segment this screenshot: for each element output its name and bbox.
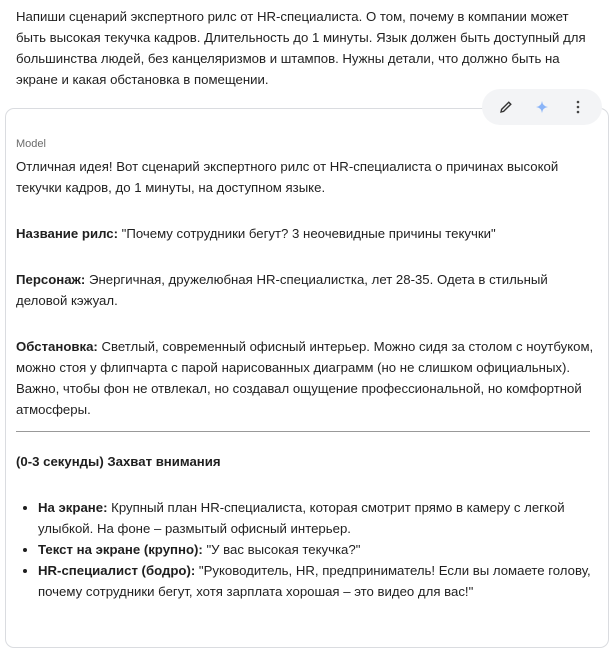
bullet-label: Текст на экране (крупно): (38, 542, 203, 557)
sparkle-icon (535, 100, 549, 114)
role-label: Model (16, 138, 46, 150)
bullet-label: HR-специалист (бодро): (38, 563, 196, 578)
bullet-text: Крупный план HR-специалиста, которая смотрит прямо в камеру с легкой улыбкой. На фоне – размытый офисный интерьер. (38, 500, 565, 536)
response-content (16, 156, 596, 599)
rerun-button[interactable] (529, 94, 555, 120)
bullet-text: "Руководитель, HR, предприниматель! Если вы ломаете голову, почему сотрудники бегут, хотя зарплата хорошая – это видео для вас!" (38, 563, 591, 599)
divider (16, 431, 590, 432)
more-options-button[interactable] (565, 94, 591, 120)
list-item (38, 497, 598, 539)
persona-value: Энергичная, дружелюбная HR-специалистка, лет 28-35. Одета в стильный деловой кэжуал. (16, 272, 548, 308)
list-item (38, 539, 598, 560)
user-prompt: Напиши сценарий экспертного рилс от HR-специалиста. О том, почему в компании может быть высокая текучка кадров. Длительность до 1 минуты. Язык должен быть доступный для большинства людей, без канцеляризмов и штампов. Нужны детали, что должно быть на экране и какая обстановка в помещении. (16, 9, 586, 87)
title-value: "Почему сотрудники бегут? 3 неочевидные причины текучки" (118, 226, 496, 241)
intro-paragraph: Отличная идея! Вот сценарий экспертного рилс от HR-специалиста о причинах высокой текучки кадров, до 1 минуты, на доступном языке. (16, 159, 559, 195)
title-paragraph (16, 223, 596, 244)
more-vert-icon (576, 100, 580, 114)
list-item (38, 560, 598, 602)
bullet-label: На экране: (38, 500, 108, 515)
section-heading: (0-3 секунды) Захват внимания (16, 454, 221, 469)
edit-button[interactable] (493, 94, 519, 120)
setting-paragraph (16, 336, 596, 420)
persona-paragraph (16, 269, 596, 311)
pencil-icon (499, 100, 513, 114)
setting-value: Светлый, современный офисный интерьер. Можно сидя за столом с ноутбуком, можно стоя у флипчарта с парой нарисованных диаграмм (но не слишком официальных). Важно, чтобы фон не отвлекал, но создавал ощущение профессиональной, но комфортной атмосферы. (16, 339, 594, 417)
response-toolbar (482, 89, 602, 125)
setting-label: Обстановка: (16, 339, 98, 354)
title-label: Название рилс: (16, 226, 119, 241)
persona-label: Персонаж: (16, 272, 86, 287)
bullet-text: "У вас высокая текучка?" (202, 542, 361, 557)
bullet-list (16, 497, 598, 602)
